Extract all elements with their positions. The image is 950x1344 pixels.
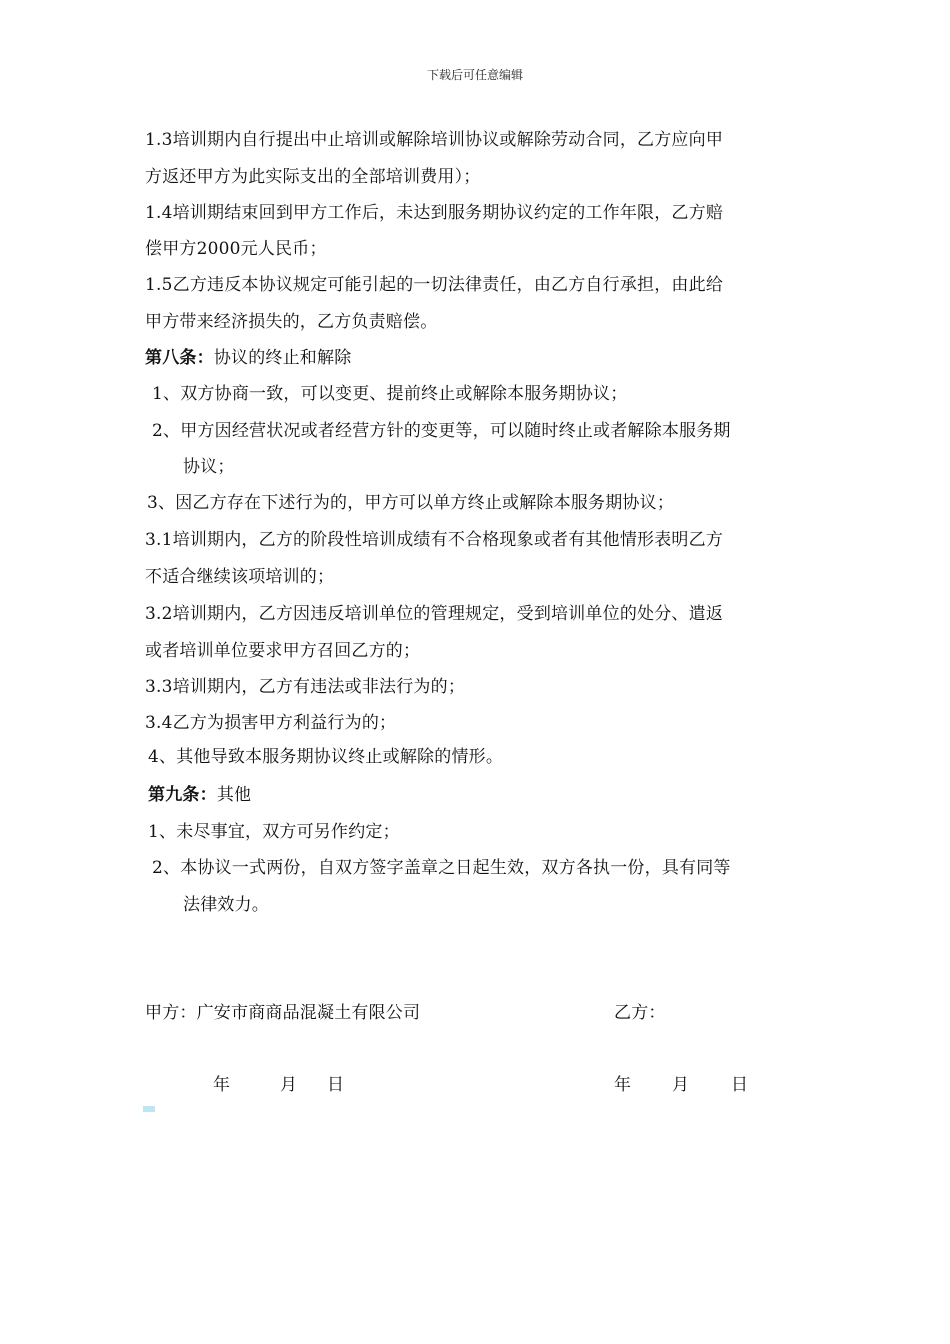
article-8-item-3-4: 3.4乙方为损害甲方利益行为的； bbox=[145, 713, 397, 733]
article-8-item-2-line-2: 协议； bbox=[183, 457, 235, 477]
header-note: 下载后可任意编辑 bbox=[426, 68, 523, 82]
clause-1-3-line-1: 1.3培训期内自行提出中止培训或解除培训协议或解除劳动合同，乙方应向甲 bbox=[145, 130, 724, 150]
party-b-date-month: 月 bbox=[672, 1075, 690, 1095]
party-a-signature: 甲方：广安市商商品混凝土有限公司 bbox=[145, 1003, 421, 1023]
party-a-date-month: 月 bbox=[280, 1075, 298, 1095]
article-8-heading bbox=[145, 347, 351, 369]
article-8-item-1: 1、双方协商一致，可以变更、提前终止或解除本服务期协议； bbox=[152, 384, 628, 404]
article-9-heading bbox=[148, 784, 251, 806]
article-8-item-3-1-line-1: 3.1培训期内，乙方的阶段性培训成绩有不合格现象或者有其他情形表明乙方 bbox=[145, 530, 724, 550]
article-9-item-2-line-2: 法律效力。 bbox=[183, 895, 269, 915]
clause-1-5-line-1: 1.5乙方违反本协议规定可能引起的一切法律责任，由乙方自行承担，由此给 bbox=[145, 275, 724, 295]
party-b-date-day: 日 bbox=[731, 1075, 749, 1095]
party-a-date-day: 日 bbox=[327, 1075, 345, 1095]
clause-1-4-line-2: 偿甲方2000元人民币； bbox=[145, 239, 327, 259]
article-9-title: 第九条： bbox=[148, 785, 217, 805]
party-a-date-year: 年 bbox=[213, 1075, 231, 1095]
clause-1-3-line-2: 方返还甲方为此实际支出的全部培训费用）； bbox=[145, 167, 481, 187]
article-8-item-2-line-1: 2、甲方因经营状况或者经营方针的变更等，可以随时终止或者解除本服务期 bbox=[152, 421, 731, 441]
article-8-item-3: 3、因乙方存在下述行为的，甲方可以单方终止或解除本服务期协议； bbox=[147, 493, 675, 513]
article-9-item-1: 1、未尽事宜，双方可另作约定； bbox=[148, 822, 400, 842]
party-b-date-year: 年 bbox=[614, 1075, 632, 1095]
article-9-subject: 其他 bbox=[216, 785, 252, 805]
party-b-signature: 乙方： bbox=[614, 1003, 666, 1023]
article-8-item-3-2-line-1: 3.2培训期内，乙方因违反培训单位的管理规定，受到培训单位的处分、遣返 bbox=[145, 604, 724, 624]
clause-1-4-line-1: 1.4培训期结束回到甲方工作后，未达到服务期协议约定的工作年限，乙方赔 bbox=[145, 203, 724, 223]
article-8-item-3-2-line-2: 或者培训单位要求甲方召回乙方的； bbox=[145, 641, 421, 661]
page-marker bbox=[143, 1106, 155, 1112]
article-8-subject: 协议的终止和解除 bbox=[213, 348, 352, 368]
article-9-item-2-line-1: 2、本协议一式两份，自双方签字盖章之日起生效，双方各执一份，具有同等 bbox=[152, 858, 731, 878]
article-8-item-3-1-line-2: 不适合继续该项培训的； bbox=[145, 567, 335, 587]
clause-1-5-line-2: 甲方带来经济损失的，乙方负责赔偿。 bbox=[145, 312, 438, 332]
article-8-item-3-3: 3.3培训期内，乙方有违法或非法行为的； bbox=[145, 677, 466, 697]
article-8-item-4: 4、其他导致本服务期协议终止或解除的情形。 bbox=[148, 747, 504, 767]
article-8-title: 第八条： bbox=[145, 348, 214, 368]
